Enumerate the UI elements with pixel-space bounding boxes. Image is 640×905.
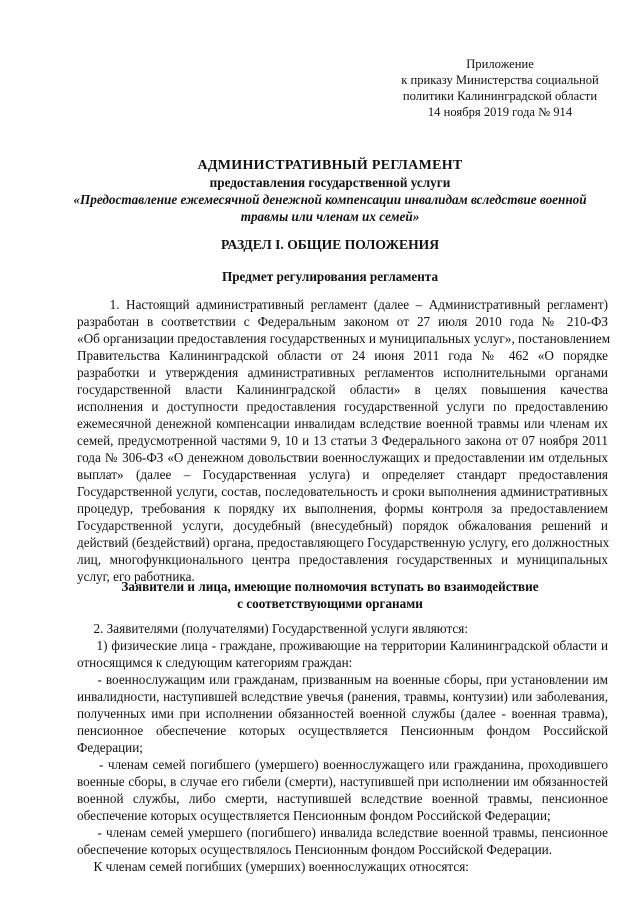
- text-line: обеспечение которых осуществляется Пенсионным фондом Российской Федерации;: [77, 808, 551, 823]
- appendix-line: к приказу Министерства социальной: [401, 73, 599, 87]
- title-line: травмы или членам их семей»: [240, 209, 420, 224]
- text-line: выплат» (далее – Государственная услуга) и определяет стандарт предоставления: [77, 467, 608, 482]
- text-line: Правительства Калининградской области от 24 июня 2011 года № 462 «О порядке: [77, 348, 608, 363]
- text-line: действий (бездействий) органа, предоставляющего Государственную услугу, его должностных: [77, 535, 610, 550]
- text-line: «Об организации предоставления государственных и муниципальных услуг», постановлением: [77, 331, 611, 346]
- appendix-header: [380, 56, 620, 120]
- text-line: относящимся к следующим категориям граждан:: [77, 655, 353, 670]
- section-title: РАЗДЕЛ I. ОБЩИЕ ПОЛОЖЕНИЯ: [220, 237, 440, 252]
- text-line: обеспечение которых осуществлялось Пенсионным фондом Российской Федерации.: [77, 842, 553, 857]
- text-line: инвалидности, наступившей вследствие увечья (ранения, травмы, контузии) или заболевания,: [77, 689, 608, 704]
- text-line: семей, предусмотренной частями 9, 10 и 13 статьи 3 Федерального закона от 07 ноября 2011: [77, 433, 608, 448]
- text-line: - членам семей умершего (погибшего) инвалида вследствие военной травмы, пенсионное: [77, 825, 608, 840]
- text-line: 1) физические лица - граждане, проживающие на территории Калининградской области и: [77, 638, 608, 653]
- text-line: - членам семей погибшего (умершего) военнослужащего или гражданина, проходившего: [77, 757, 608, 772]
- text-line: лиц, многофункционального центра предоставления государственных и муниципальных: [77, 552, 608, 567]
- appendix-line: Приложение: [466, 57, 534, 71]
- text-line: 2. Заявителями (получателями) Государственной услуги являются:: [77, 621, 468, 636]
- text-line: К членам семей погибших (умерших) военнослужащих относятся:: [77, 859, 469, 874]
- text-line: полученных ими при исполнении обязанностей военной службы (далее - военная травма),: [77, 706, 608, 721]
- text-line: 1. Настоящий административный регламент (далее – Административный регламент): [77, 297, 608, 312]
- document-title: [60, 157, 600, 225]
- paragraph-regulation-subject: [77, 296, 611, 585]
- text-line: Государственной услуги, досудебный (внесудебный) порядок обжалования решений и: [77, 518, 608, 533]
- text-line: услуг, его работника.: [77, 569, 195, 584]
- text-line: исполнения и доступности предоставления государственной услуги по предоставлению: [77, 399, 608, 414]
- subsection-title: Предмет регулирования регламента: [221, 269, 439, 284]
- text-line: Государственной услуги, состав, последовательность и сроки выполнения административных: [77, 484, 608, 499]
- text-line: года № 306-ФЗ «О денежном довольствии военнослужащих и предоставлении им отдельных: [77, 450, 608, 465]
- text-line: военные сборы, в случае его гибели (смерти), наступившей при исполнении им обязанностей: [77, 774, 608, 789]
- heading-line: с соответствующими органами: [237, 596, 423, 611]
- appendix-line: политики Калининградской области: [402, 89, 598, 103]
- title-line: АДМИНИСТРАТИВНЫЙ РЕГЛАМЕНТ: [197, 158, 463, 173]
- paragraph-applicants: [77, 620, 608, 875]
- text-line: пенсионное обеспечение которых осуществляется Пенсионным фондом Российской: [77, 723, 608, 738]
- title-line: «Предоставление ежемесячной денежной компенсации инвалидам вследствие военной: [73, 192, 587, 207]
- appendix-line: 14 ноября 2019 года № 914: [427, 105, 573, 119]
- heading-line: Заявители и лица, имеющие полномочия вступать во взаимодействие: [121, 579, 539, 594]
- applicants-heading: [60, 578, 600, 612]
- text-line: государственной власти Калининградской области» в целях повышения качества: [77, 382, 608, 397]
- title-line: предоставления государственной услуги: [209, 175, 451, 190]
- text-line: процедур, требования к порядку их выполнения, формы контроля за предоставлением: [77, 501, 608, 516]
- text-line: - военнослужащим или гражданам, призванным на военные сборы, при установлении им: [77, 672, 608, 687]
- text-line: военной службы, либо смерти, наступившей вследствие военной травмы, пенсионное: [77, 791, 608, 806]
- text-line: Федерации;: [77, 740, 143, 755]
- text-line: ежемесячной денежной компенсации инвалидам вследствие военной травмы или членам их: [77, 416, 608, 431]
- text-line: разработки и утверждения административных регламентов исполнительными органами: [77, 365, 608, 380]
- text-line: разработан в соответствии с Федеральным законом от 27 июля 2010 года № 210-ФЗ: [77, 314, 608, 329]
